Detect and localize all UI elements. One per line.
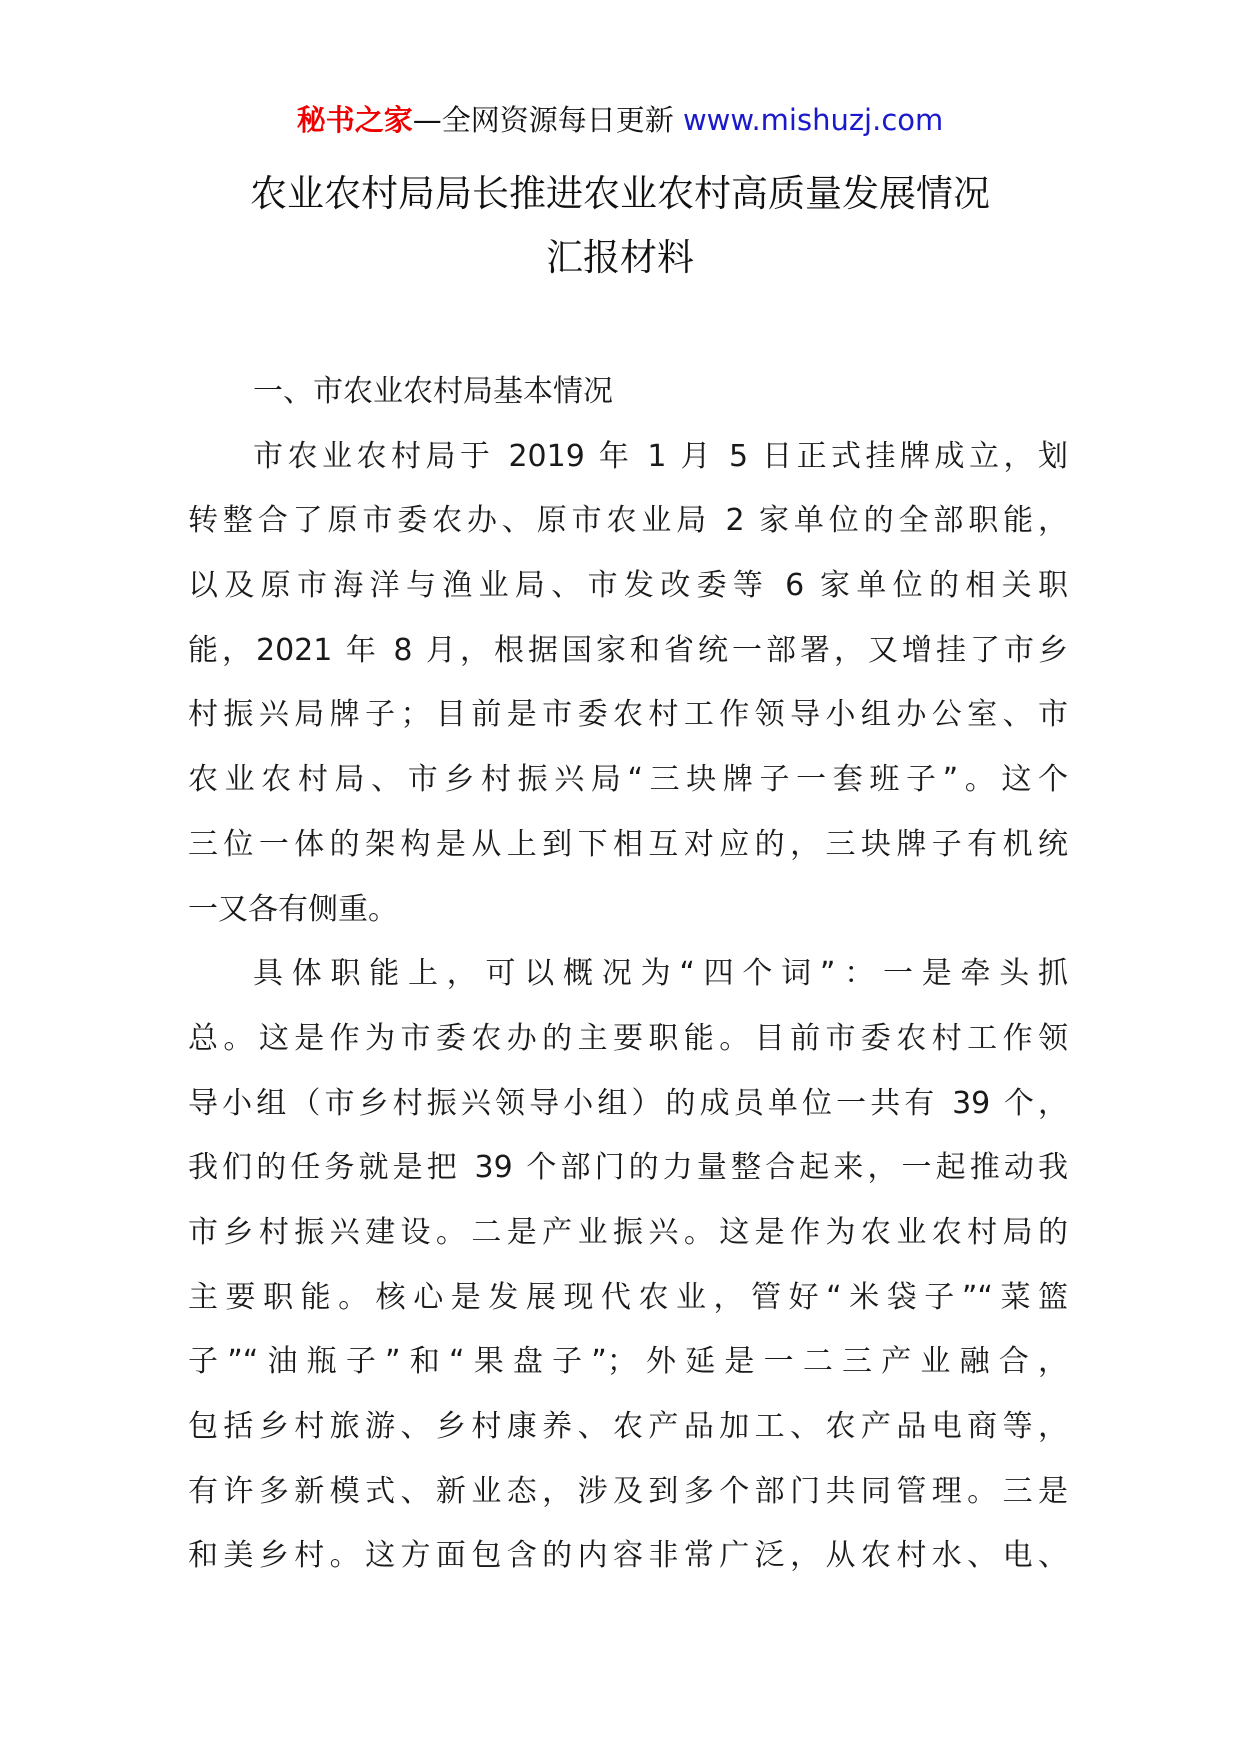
document-body [188, 360, 1068, 1589]
section-heading: 一、市农业农村局基本情况 [253, 374, 613, 409]
title-line-2: 汇报材料 [546, 236, 694, 279]
text-line: 具体职能上，可以概况为“四个词”：一是牵头抓 [253, 956, 1068, 992]
site-url[interactable]: www.mishuzj.com [682, 103, 944, 137]
text-line: 市乡村振兴建设。二是产业振兴。这是作为农业农村局的 [188, 1214, 1068, 1250]
text-line: 总。这是作为市委农办的主要职能。目前市委农村工作领 [188, 1020, 1068, 1056]
document-title [0, 162, 1240, 290]
text-line: 主要职能。核心是发展现代农业，管好“米袋子”“菜篮 [188, 1279, 1068, 1315]
title-line-1: 农业农村局局长推进农业农村高质量发展情况 [250, 172, 990, 215]
text-line: 市农业农村局于 2019 年 1 月 5 日正式挂牌成立，划 [253, 438, 1068, 474]
text-line: 有许多新模式、新业态，涉及到多个部门共同管理。三是 [188, 1473, 1068, 1509]
text-line: 以及原市海洋与渔业局、市发改委等 6 家单位的相关职 [188, 568, 1068, 604]
text-line: 农业农村局、市乡村振兴局“三块牌子一套班子”。这个 [188, 762, 1068, 798]
text-line: 我们的任务就是把 39 个部门的力量整合起来，一起推动我 [188, 1150, 1068, 1186]
text-line: 三位一体的架构是从上到下相互对应的，三块牌子有机统 [188, 826, 1068, 862]
text-line: 村振兴局牌子；目前是市委农村工作领导小组办公室、市 [188, 697, 1068, 733]
header-slogan: —全网资源每日更新 [412, 103, 683, 137]
text-line: 能，2021 年 8 月，根据国家和省统一部署，又增挂了市乡 [188, 632, 1068, 668]
text-line: 包括乡村旅游、乡村康养、农产品加工、农产品电商等， [188, 1409, 1068, 1444]
text-line: 和美乡村。这方面包含的内容非常广泛，从农村水、电、 [188, 1538, 1068, 1574]
text-line: 一又各有侧重。 [188, 891, 398, 927]
site-header [0, 100, 1240, 140]
text-line: 子”“油瓶子”和“果盘子”；外延是一二三产业融合， [188, 1344, 1068, 1380]
brand-name: 秘书之家 [296, 103, 413, 137]
text-line: 转整合了原市委农办、原市农业局 2 家单位的全部职能， [188, 503, 1068, 539]
text-line: 导小组（市乡村振兴领导小组）的成员单位一共有 39 个， [188, 1085, 1068, 1121]
